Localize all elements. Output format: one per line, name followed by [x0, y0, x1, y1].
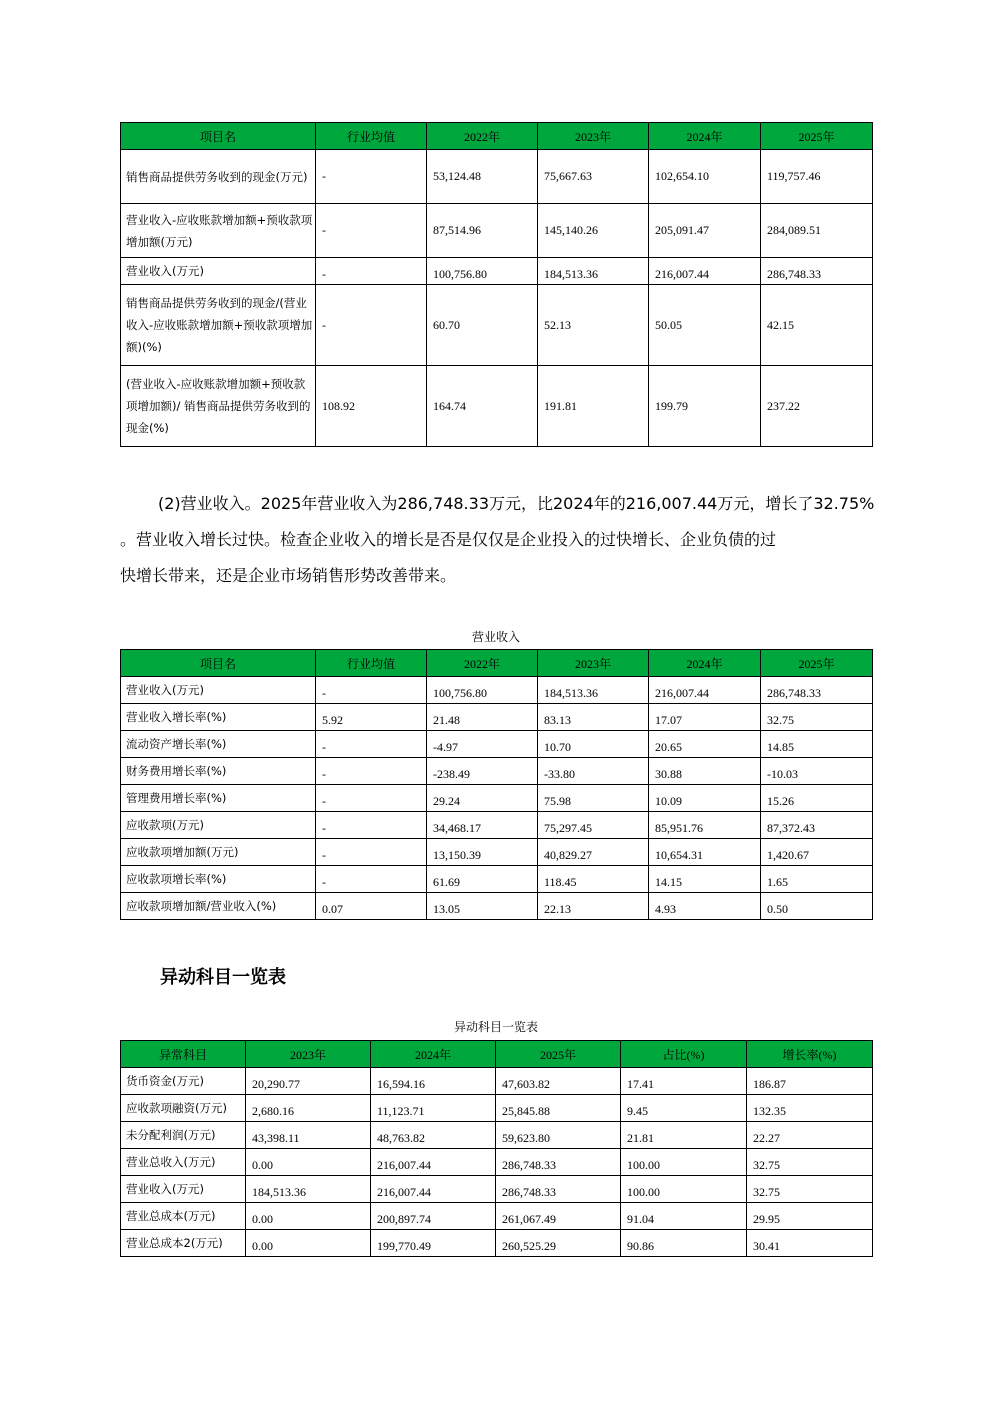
- table-cell: 90.86: [621, 1230, 747, 1257]
- table-row: [121, 1122, 873, 1149]
- header-cell: 2023年: [538, 123, 649, 150]
- table-cell: 42.15: [761, 285, 873, 366]
- table-row: [121, 812, 873, 839]
- row-label: 流动资产增长率(%): [121, 731, 316, 758]
- table-header-row: [121, 123, 873, 150]
- table-cell: 75.98: [538, 785, 649, 812]
- row-label: 营业收入(万元): [121, 1176, 246, 1203]
- header-cell: 增长率(%): [747, 1041, 873, 1068]
- table-caption: 异动科目一览表: [453, 1020, 538, 1034]
- header-cell: 2025年: [761, 650, 873, 677]
- table-cell: 16,594.16: [371, 1068, 496, 1095]
- table-cell: 22.27: [747, 1122, 873, 1149]
- table-cell: -10.03: [761, 758, 873, 785]
- table-cell: 0.07: [316, 893, 427, 920]
- row-label: 应收款项增加额/营业收入(%): [121, 893, 316, 920]
- table-cell: 20,290.77: [246, 1068, 371, 1095]
- header-cell: 2023年: [538, 650, 649, 677]
- row-label: 营业收入(万元): [121, 677, 316, 704]
- revenue-table: [120, 649, 873, 920]
- table-cell: 21.48: [427, 704, 538, 731]
- table-cell: 0.50: [761, 893, 873, 920]
- table-cell: 10.09: [649, 785, 761, 812]
- table-cell: 15.26: [761, 785, 873, 812]
- table-row: [121, 1230, 873, 1257]
- table-cell: 186.87: [747, 1068, 873, 1095]
- header-cell: 2024年: [649, 650, 761, 677]
- table-cell: 164.74: [427, 366, 538, 447]
- table-cell: 199.79: [649, 366, 761, 447]
- revenue-paragraph: [120, 486, 895, 594]
- table-row: [121, 1068, 873, 1095]
- table-row: [121, 204, 873, 258]
- table-cell: 1.65: [761, 866, 873, 893]
- table-cell: 4.93: [649, 893, 761, 920]
- table-cell: 21.81: [621, 1122, 747, 1149]
- row-label: 营业收入-应收账款增加额+预收款项增加额(万元): [121, 204, 316, 258]
- table-row: [121, 893, 873, 920]
- table-cell: 43,398.11: [246, 1122, 371, 1149]
- table-cell: 184,513.36: [538, 677, 649, 704]
- table-header-row: [121, 650, 873, 677]
- table-cell: -238.49: [427, 758, 538, 785]
- table-cell: 40,829.27: [538, 839, 649, 866]
- paragraph-line: (2)营业收入。2025年营业收入为286,748.33万元，比2024年的216,007.44万元，增长了32.75%: [158, 494, 875, 513]
- table-cell: 85,951.76: [649, 812, 761, 839]
- table-cell: -: [316, 812, 427, 839]
- row-label: 应收款项增加额(万元): [121, 839, 316, 866]
- table-cell: 132.35: [747, 1095, 873, 1122]
- table-cell: 9.45: [621, 1095, 747, 1122]
- table-cell: 25,845.88: [496, 1095, 621, 1122]
- table-cell: 286,748.33: [496, 1176, 621, 1203]
- row-label: 营业收入增长率(%): [121, 704, 316, 731]
- table-cell: 286,748.33: [761, 677, 873, 704]
- table-cell: 184,513.36: [246, 1176, 371, 1203]
- table-cell: 0.00: [246, 1149, 371, 1176]
- table-cell: -33.80: [538, 758, 649, 785]
- table-cell: 261,067.49: [496, 1203, 621, 1230]
- row-label: 应收款项增长率(%): [121, 866, 316, 893]
- table-cell: 32.75: [747, 1149, 873, 1176]
- cash-revenue-table: [120, 122, 873, 447]
- table-cell: 5.92: [316, 704, 427, 731]
- table-cell: 145,140.26: [538, 204, 649, 258]
- table-row: [121, 731, 873, 758]
- table-cell: -: [316, 204, 427, 258]
- table-cell: 100.00: [621, 1176, 747, 1203]
- table-cell: 32.75: [747, 1176, 873, 1203]
- table-cell: -: [316, 258, 427, 285]
- table-cell: 199,770.49: [371, 1230, 496, 1257]
- table-cell: -: [316, 839, 427, 866]
- table-cell: -: [316, 731, 427, 758]
- table-cell: -: [316, 677, 427, 704]
- table-cell: 61.69: [427, 866, 538, 893]
- table-cell: 10.70: [538, 731, 649, 758]
- table-row: [121, 285, 873, 366]
- paragraph-line: 。营业收入增长过快。检查企业收入的增长是否是仅仅是企业投入的过快增长、企业负债的过: [120, 530, 777, 549]
- table-cell: 102,654.10: [649, 150, 761, 204]
- table-cell: 205,091.47: [649, 204, 761, 258]
- table-cell: 13,150.39: [427, 839, 538, 866]
- header-cell: 2023年: [246, 1041, 371, 1068]
- table-caption: 营业收入: [471, 630, 520, 644]
- header-cell: 行业均值: [316, 650, 427, 677]
- table-row: [121, 677, 873, 704]
- table-row: [121, 1176, 873, 1203]
- table-cell: 60.70: [427, 285, 538, 366]
- paragraph-line: 快增长带来，还是企业市场销售形势改善带来。: [120, 566, 457, 585]
- table-cell: 11,123.71: [371, 1095, 496, 1122]
- table-cell: 191.81: [538, 366, 649, 447]
- table-row: [121, 866, 873, 893]
- header-cell: 2024年: [371, 1041, 496, 1068]
- table-cell: 59,623.80: [496, 1122, 621, 1149]
- row-label: 管理费用增长率(%): [121, 785, 316, 812]
- table-cell: 216,007.44: [649, 258, 761, 285]
- row-label: 销售商品提供劳务收到的现金/(营业收入-应收账款增加额+预收款项增加额)(%): [121, 285, 316, 366]
- row-label: 货币资金(万元): [121, 1068, 246, 1095]
- table-cell: 108.92: [316, 366, 427, 447]
- table-cell: 200,897.74: [371, 1203, 496, 1230]
- table-cell: 30.88: [649, 758, 761, 785]
- table-cell: 0.00: [246, 1230, 371, 1257]
- table-cell: 34,468.17: [427, 812, 538, 839]
- table-row: [121, 758, 873, 785]
- table-cell: 29.95: [747, 1203, 873, 1230]
- table-cell: 75,297.45: [538, 812, 649, 839]
- row-label: 营业总收入(万元): [121, 1149, 246, 1176]
- row-label: 营业收入(万元): [121, 258, 316, 285]
- table-header-row: [121, 1041, 873, 1068]
- row-label: 应收款项融资(万元): [121, 1095, 246, 1122]
- table-cell: 119,757.46: [761, 150, 873, 204]
- header-cell: 项目名: [121, 650, 316, 677]
- table-cell: 1,420.67: [761, 839, 873, 866]
- table-cell: 216,007.44: [649, 677, 761, 704]
- table-cell: 216,007.44: [371, 1176, 496, 1203]
- table-cell: 100.00: [621, 1149, 747, 1176]
- row-label: (营业收入-应收账款增加额+预收款项增加额)/ 销售商品提供劳务收到的现金(%): [121, 366, 316, 447]
- table-row: [121, 1149, 873, 1176]
- table-cell: 87,514.96: [427, 204, 538, 258]
- table-cell: 32.75: [761, 704, 873, 731]
- table-row: [121, 839, 873, 866]
- table-cell: 100,756.80: [427, 258, 538, 285]
- table-cell: 184,513.36: [538, 258, 649, 285]
- table-cell: 14.85: [761, 731, 873, 758]
- table-row: [121, 1095, 873, 1122]
- table-cell: 237.22: [761, 366, 873, 447]
- table-cell: 50.05: [649, 285, 761, 366]
- row-label: 营业总成本(万元): [121, 1203, 246, 1230]
- table-row: [121, 366, 873, 447]
- table-cell: 83.13: [538, 704, 649, 731]
- table-cell: -: [316, 866, 427, 893]
- header-cell: 2022年: [427, 123, 538, 150]
- row-label: 营业总成本2(万元): [121, 1230, 246, 1257]
- table-cell: -: [316, 285, 427, 366]
- table-cell: 17.41: [621, 1068, 747, 1095]
- row-label: 财务费用增长率(%): [121, 758, 316, 785]
- header-cell: 异常科目: [121, 1041, 246, 1068]
- table-cell: 100,756.80: [427, 677, 538, 704]
- table-cell: 17.07: [649, 704, 761, 731]
- table-cell: 0.00: [246, 1203, 371, 1230]
- table-cell: -: [316, 785, 427, 812]
- table-cell: -: [316, 758, 427, 785]
- table-cell: 13.05: [427, 893, 538, 920]
- table-cell: 30.41: [747, 1230, 873, 1257]
- header-cell: 项目名: [121, 123, 316, 150]
- table-cell: 22.13: [538, 893, 649, 920]
- table-cell: 75,667.63: [538, 150, 649, 204]
- table-cell: 14.15: [649, 866, 761, 893]
- table-cell: 87,372.43: [761, 812, 873, 839]
- abnormal-items-table: [120, 1040, 873, 1257]
- header-cell: 占比(%): [621, 1041, 747, 1068]
- row-label: 应收款项(万元): [121, 812, 316, 839]
- table-cell: 286,748.33: [761, 258, 873, 285]
- table-cell: 216,007.44: [371, 1149, 496, 1176]
- table-cell: 52.13: [538, 285, 649, 366]
- table-cell: -: [316, 150, 427, 204]
- table-row: [121, 150, 873, 204]
- table-cell: 48,763.82: [371, 1122, 496, 1149]
- table-cell: 260,525.29: [496, 1230, 621, 1257]
- header-cell: 2022年: [427, 650, 538, 677]
- table-cell: -4.97: [427, 731, 538, 758]
- header-cell: 2025年: [496, 1041, 621, 1068]
- section-heading: 异动科目一览表: [160, 967, 286, 988]
- table-cell: 284,089.51: [761, 204, 873, 258]
- table-cell: 118.45: [538, 866, 649, 893]
- table-row: [121, 1203, 873, 1230]
- table-cell: 53,124.48: [427, 150, 538, 204]
- table-cell: 10,654.31: [649, 839, 761, 866]
- row-label: 销售商品提供劳务收到的现金(万元): [121, 150, 316, 204]
- header-cell: 行业均值: [316, 123, 427, 150]
- header-cell: 2025年: [761, 123, 873, 150]
- table-row: [121, 704, 873, 731]
- table-cell: 47,603.82: [496, 1068, 621, 1095]
- table-cell: 2,680.16: [246, 1095, 371, 1122]
- table-cell: 286,748.33: [496, 1149, 621, 1176]
- table-row: [121, 785, 873, 812]
- header-cell: 2024年: [649, 123, 761, 150]
- row-label: 未分配利润(万元): [121, 1122, 246, 1149]
- table-cell: 91.04: [621, 1203, 747, 1230]
- table-row: [121, 258, 873, 285]
- table-cell: 20.65: [649, 731, 761, 758]
- table-cell: 29.24: [427, 785, 538, 812]
